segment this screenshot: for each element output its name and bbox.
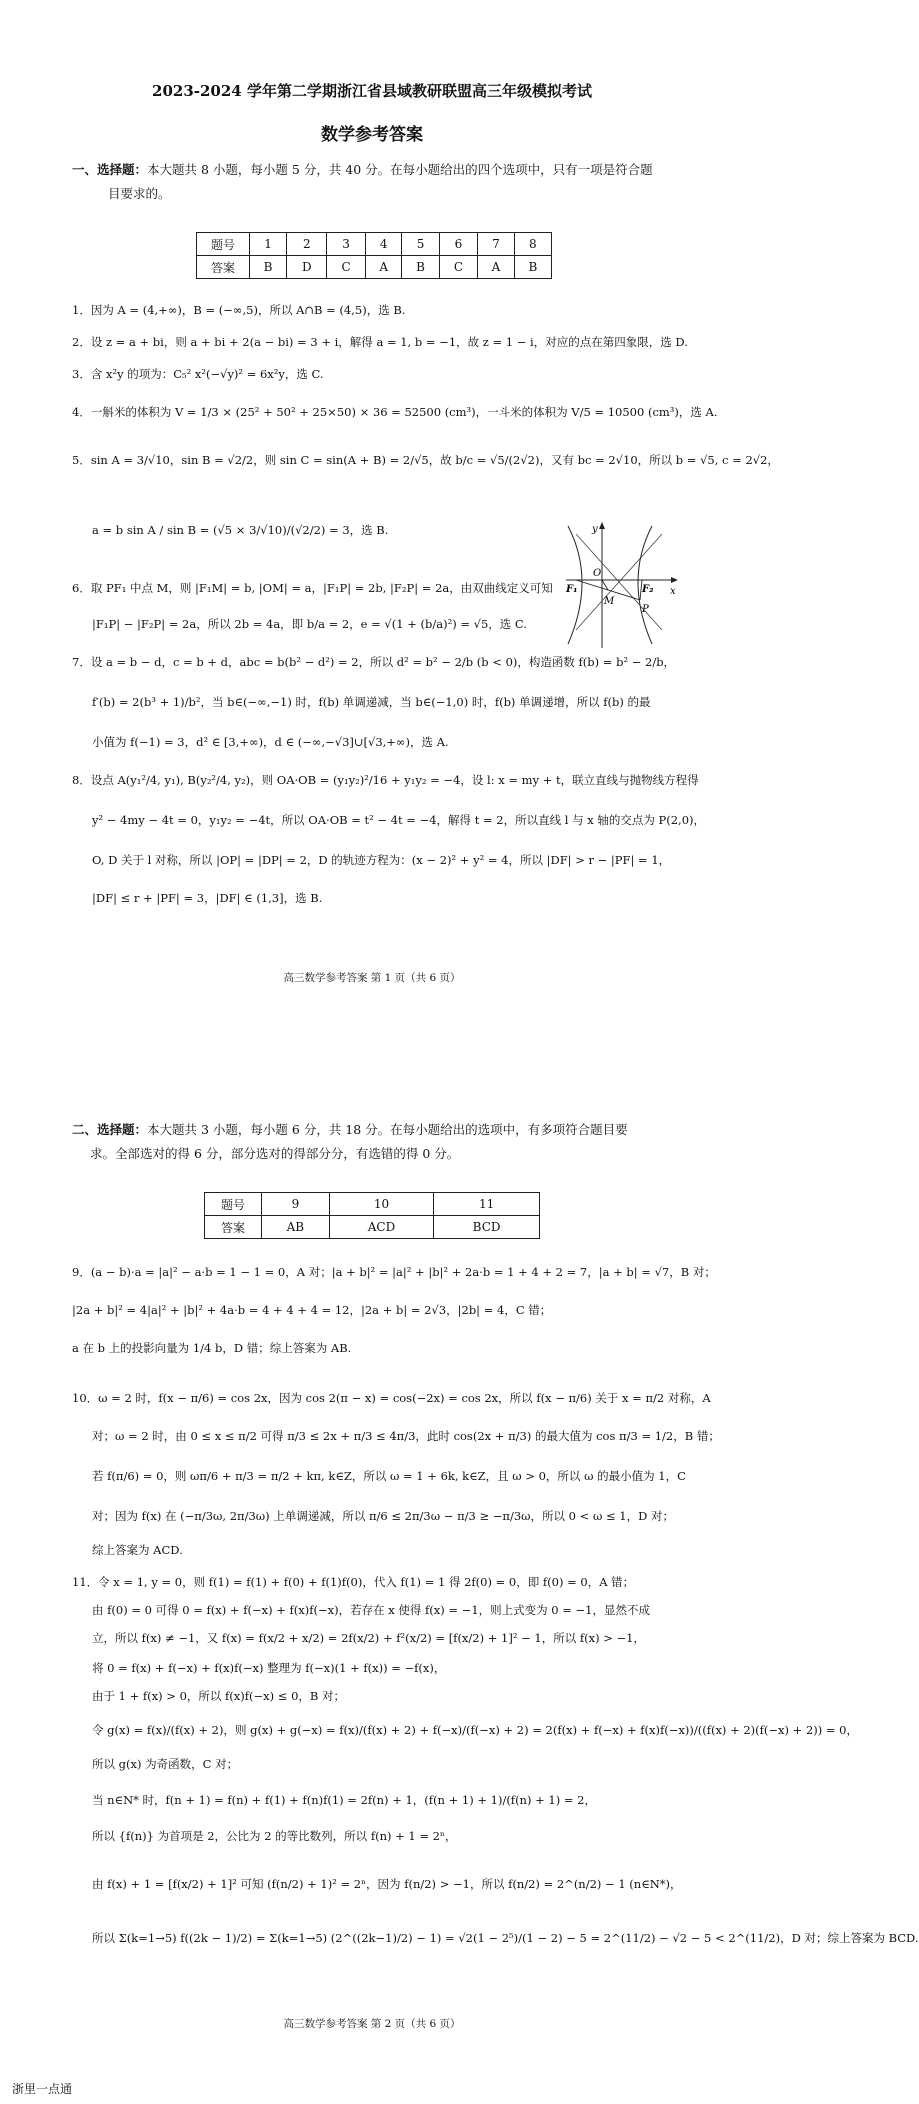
table-cell: AB [262, 1216, 330, 1239]
solution-11-cont4: 由于 1 + f(x) > 0，所以 f(x)f(−x) ≤ 0，B 对； [92, 1689, 345, 1703]
x-axis-label: x [670, 586, 676, 597]
p-label: P [642, 604, 649, 615]
watermark-text: 浙里一点通 [12, 2082, 73, 2096]
table-cell: B [250, 256, 287, 279]
solution-11-cont10: 所以 Σ(k=1→5) f((2k − 1)/2) = Σ(k=1→5) (2^((2k−1)/2) − 1) = √2(1 − 2⁵)/(1 − 2) − 5 = 2^(11/2) − √2 − 5 < 2^(11/2)，D 对；综上答案为 BCD. [92, 1931, 919, 1945]
table-cell: D [287, 256, 327, 279]
solution-6-cont: |F₁P| − |F₂P| = 2a，所以 2b = 4a，即 b/a = 2，e = √(1 + (b/a)²) = √5，选 C. [92, 617, 527, 631]
solution-11-cont5: 令 g(x) = f(x)/(f(x) + 2)，则 g(x) + g(−x) = f(x)/(f(x) + 2) + f(−x)/(f(−x) + 2) = 2(f(x) + f(−x) + f(x)f(−x))/((f(x) + 2)(f(−x) + 2)) = 0， [92, 1723, 859, 1737]
table-cell: 5 [402, 233, 439, 256]
solution-4: 4．一斛米的体积为 V = 1/3 × (25² + 50² + 25×50) × 36 = 52500 (cm³)，一斗米的体积为 V/5 = 10500 (cm³)，选 A. [72, 405, 718, 419]
section2-intro [72, 1118, 684, 1166]
solution-9-cont1: |2a + b|² = 4|a|² + |b|² + 4a·b = 4 + 4 + 4 = 12，|2a + b| = 2√3，|2b| = 4，C 错； [72, 1303, 552, 1317]
solution-9: 9．(a − b)·a = |a|² − a·b = 1 − 1 = 0，A 对；|a + b|² = |a|² + |b|² + 2a·b = 1 + 4 + 2 = 7，|a + b| = √7，B 对； [72, 1265, 716, 1279]
solution-3: 3．含 x²y 的项为：C₅² x²(−√y)² = 6x²y，选 C. [72, 367, 324, 381]
section1-intro [72, 158, 684, 206]
solution-11: 11．令 x = 1, y = 0，则 f(1) = f(1) + f(0) + f(1)f(0)，代入 f(1) = 1 得 2f(0) = 0，即 f(0) = 0，A 错； [72, 1575, 635, 1589]
page-footer-1: 高三数学参考答案 第 1 页（共 6 页） [283, 972, 461, 984]
solution-11-cont8: 所以 {f(n)} 为首项是 2，公比为 2 的等比数列，所以 f(n) + 1 = 2ⁿ， [92, 1829, 457, 1843]
solution-10-cont2: 若 f(π/6) = 0，则 ωπ/6 + π/3 = π/2 + kπ, k∈Z，所以 ω = 1 + 6k, k∈Z，且 ω > 0，所以 ω 的最小值为 1，C [92, 1469, 686, 1483]
table-row [205, 1216, 540, 1239]
solution-7-cont2: 小值为 f(−1) = 3，d² ∈ [3,+∞)，d ∈ (−∞,−√3]∪[√3,+∞)，选 A. [92, 735, 449, 749]
solution-6: 6．取 PF₁ 中点 M，则 |F₁M| = b, |OM| = a，|F₁P| = 2b, |F₂P| = 2a，由双曲线定义可知 [72, 581, 553, 595]
solution-10-cont1: 对；ω = 2 时，由 0 ≤ x ≤ π/2 可得 π/3 ≤ 2x + π/3 ≤ 4π/3，此时 cos(2x + π/3) 的最大值为 cos π/3 = 1/2，B 错； [92, 1429, 720, 1443]
table-cell: C [439, 256, 478, 279]
solution-11-cont6: 所以 g(x) 为奇函数，C 对； [92, 1757, 239, 1771]
table-cell: 9 [262, 1193, 330, 1216]
section1-intro-line1: 本大题共 8 小题，每小题 5 分，共 40 分。在每小题给出的四个选项中，只有一项是符合题 [147, 162, 653, 177]
solution-2: 2．设 z = a + bi，则 a + bi + 2(a − bi) = 3 + i，解得 a = 1, b = −1，故 z = 1 − i，对应的点在第四象限，选 D. [72, 335, 688, 349]
solution-8-cont2: O, D 关于 l 对称，所以 |OP| = |DP| = 2，D 的轨迹方程为：(x − 2)² + y² = 4，所以 |DF| > r − |PF| = 1， [92, 853, 671, 867]
table-cell: A [365, 256, 402, 279]
solution-9-cont2: a 在 b 上的投影向量为 1/4 b，D 错；综上答案为 AB. [72, 1341, 352, 1355]
table-cell: 4 [365, 233, 402, 256]
table-row [197, 233, 552, 256]
table-row [205, 1193, 540, 1216]
table-cell: C [327, 256, 366, 279]
solution-10-cont3: 对；因为 f(x) 在 (−π/3ω, 2π/3ω) 上单调递减，所以 π/6 ≤ 2π/3ω − π/3 ≥ −π/3ω，所以 0 < ω ≤ 1，D 对； [92, 1509, 674, 1523]
x-axis-arrow [671, 577, 678, 583]
table-cell: B [402, 256, 439, 279]
section2-label: 二、选择题： [72, 1122, 148, 1137]
table-cell: BCD [434, 1216, 540, 1239]
exam-title: 2023-2024 学年第二学期浙江省县域教研联盟高三年级模拟考试 [152, 82, 592, 100]
table-header-cell: 答案 [197, 256, 250, 279]
table-row [197, 256, 552, 279]
solution-8: 8．设点 A(y₁²/4, y₁), B(y₂²/4, y₂)，则 OA·OB = (y₁y₂)²/16 + y₁y₂ = −4，设 l: x = my + t，联立直线与抛物线方程得 [72, 773, 699, 787]
solution-11-cont7: 当 n∈N* 时，f(n + 1) = f(n) + f(1) + f(n)f(1) = 2f(n) + 1，(f(n + 1) + 1)/(f(n) + 1) = 2， [92, 1793, 596, 1807]
origin-label: O [593, 568, 602, 579]
table-cell: 1 [250, 233, 287, 256]
solution-11-cont9: 由 f(x) + 1 = [f(x/2) + 1]² 可知 (f(n/2) + 1)² = 2ⁿ，因为 f(n/2) > −1，所以 f(n/2) = 2^(n/2) − 1 (n∈N*)， [92, 1877, 682, 1891]
page-footer-2: 高三数学参考答案 第 2 页（共 6 页） [283, 2018, 461, 2030]
answer-key-title: 数学参考答案 [321, 125, 423, 145]
y-axis-label: y [592, 524, 598, 535]
table-cell: 2 [287, 233, 327, 256]
answer-table-1 [196, 232, 552, 279]
table-cell: 10 [329, 1193, 433, 1216]
solution-7: 7．设 a = b − d，c = b + d，abc = b(b² − d²) = 2，所以 d² = b² − 2/b (b < 0)，构造函数 f(b) = b² − 2/b， [72, 655, 676, 669]
f2-label: F₂ [642, 584, 654, 595]
table-cell: 6 [439, 233, 478, 256]
solution-8-cont1: y² − 4my − 4t = 0，y₁y₂ = −4t，所以 OA·OB = t² − 4t = −4，解得 t = 2，所以直线 l 与 x 轴的交点为 P(2,0)， [92, 813, 706, 827]
table-header-cell: 答案 [205, 1216, 262, 1239]
solution-7-cont1: f′(b) = 2(b³ + 1)/b²，当 b∈(−∞,−1) 时，f(b) 单调递减，当 b∈(−1,0) 时，f(b) 单调递增，所以 f(b) 的最 [92, 695, 651, 709]
hyperbola-figure [562, 520, 682, 652]
table-cell: 8 [514, 233, 551, 256]
table-header-cell: 题号 [205, 1193, 262, 1216]
solution-1: 1．因为 A = (4,+∞)，B = (−∞,5)，所以 A∩B = (4,5)，选 B. [72, 303, 406, 317]
solution-5: 5．sin A = 3/√10，sin B = √2/2，则 sin C = sin(A + B) = 2/√5，故 b/c = √5/(2√2)，又有 bc = 2√10，所以 b = √5, c = 2√2， [72, 453, 779, 467]
solution-11-cont2: 立，所以 f(x) ≠ −1，又 f(x) = f(x/2 + x/2) = 2f(x/2) + f²(x/2) = [f(x/2) + 1]² − 1，所以 f(x) > −1， [92, 1631, 645, 1645]
section2-intro-line2: 求。全部选对的得 6 分，部分选对的得部分分，有选错的得 0 分。 [90, 1146, 460, 1161]
m-label: M [604, 596, 615, 607]
table-cell: 11 [434, 1193, 540, 1216]
table-cell: 7 [478, 233, 515, 256]
f1-label: F₁ [566, 584, 578, 595]
table-cell: B [514, 256, 551, 279]
solution-10: 10．ω = 2 时，f(x − π/6) = cos 2x，因为 cos 2(π − x) = cos(−2x) = cos 2x，所以 f(x − π/6) 关于 x = π/2 对称，A [72, 1391, 711, 1405]
table-cell: ACD [329, 1216, 433, 1239]
solution-5-cont: a = b sin A / sin B = (√5 × 3/√10)/(√2/2) = 3，选 B. [92, 523, 389, 537]
solution-8-cont3: |DF| ≤ r + |PF| = 3，|DF| ∈ (1,3]，选 B. [92, 891, 323, 905]
solution-10-cont4: 综上答案为 ACD. [92, 1543, 183, 1557]
solution-11-cont1: 由 f(0) = 0 可得 0 = f(x) + f(−x) + f(x)f(−x)，若存在 x 使得 f(x) = −1，则上式变为 0 = −1，显然不成 [92, 1603, 651, 1617]
table-header-cell: 题号 [197, 233, 250, 256]
table-cell: 3 [327, 233, 366, 256]
section1-intro-line2: 目要求的。 [108, 186, 171, 201]
table-cell: A [478, 256, 515, 279]
solution-11-cont3: 将 0 = f(x) + f(−x) + f(x)f(−x) 整理为 f(−x)(1 + f(x)) = −f(x)， [92, 1661, 446, 1675]
answer-table-2 [204, 1192, 540, 1239]
section1-label: 一、选择题： [72, 162, 148, 177]
y-axis-arrow [599, 522, 605, 529]
section2-intro-line1: 本大题共 3 小题，每小题 6 分，共 18 分。在每小题给出的选项中，有多项符合题目要 [147, 1122, 628, 1137]
